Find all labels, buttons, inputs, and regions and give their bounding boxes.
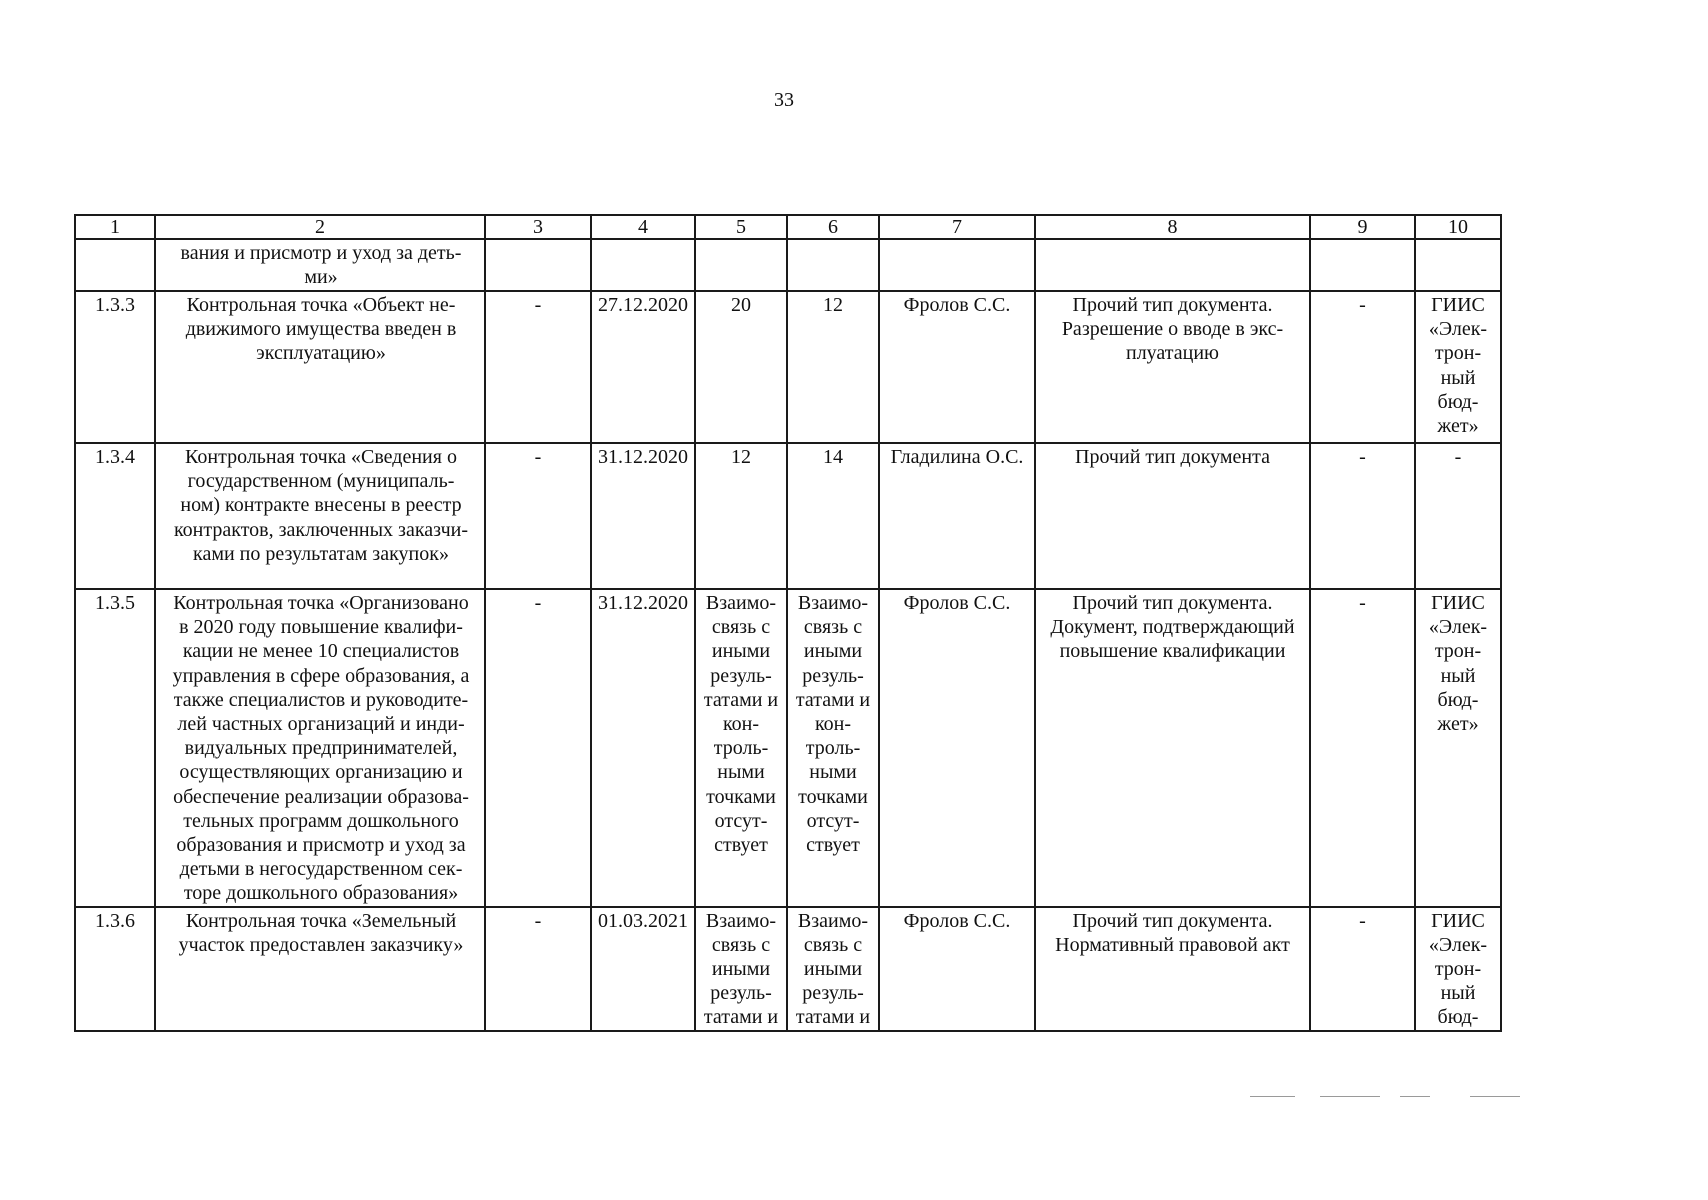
cell-col6: 14 [787,443,879,589]
scan-artifact [1320,1096,1380,1097]
responsible-cell: Фролов С.С. [879,291,1035,443]
cell-col3: - [485,907,591,1031]
cell-col3: - [485,589,591,907]
date-cell [591,239,695,291]
item-name-cell: вания и присмотр и уход за деть- ми» [155,239,485,291]
item-name-cell: Контрольная точка «Объект не- движимого имущества введен в эксплуатацию» [155,291,485,443]
cell-col3: - [485,443,591,589]
responsible-cell: Фролов С.С. [879,589,1035,907]
page-number: 33 [774,89,794,111]
scan-artifact [1470,1096,1520,1097]
date-cell: 27.12.2020 [591,291,695,443]
cell-col9: - [1310,443,1415,589]
system-cell: - [1415,443,1501,589]
document-type-cell: Прочий тип документа. Разрешение о вводе в экс- плуатацию [1035,291,1310,443]
column-number: 4 [591,215,695,239]
column-number: 8 [1035,215,1310,239]
column-number: 2 [155,215,485,239]
item-number-cell: 1.3.6 [75,907,155,1031]
item-name-cell: Контрольная точка «Земельный участок предоставлен заказчику» [155,907,485,1031]
column-number: 9 [1310,215,1415,239]
document-type-cell [1035,239,1310,291]
cell-col6: Взаимо- связь с иными резуль- татами и кон- троль- ными точками отсут- ствует [787,589,879,907]
table-row [75,443,1501,589]
system-cell: ГИИС «Элек- трон- ный бюд- жет» [1415,291,1501,443]
column-number: 5 [695,215,787,239]
date-cell: 31.12.2020 [591,443,695,589]
cell-col5: Взаимо- связь с иными резуль- татами и кон- троль- ными точками отсут- ствует [695,589,787,907]
scan-artifact [1250,1096,1295,1097]
cell-col5: 12 [695,443,787,589]
item-number-cell [75,239,155,291]
table-row [75,589,1501,907]
cell-col5: 20 [695,291,787,443]
cell-col3 [485,239,591,291]
date-cell: 01.03.2021 [591,907,695,1031]
cell-col9: - [1310,907,1415,1031]
item-number-cell: 1.3.4 [75,443,155,589]
scan-artifact [1400,1096,1430,1097]
table-row-continuation [75,239,1501,291]
table-row [75,291,1501,443]
responsible-cell: Фролов С.С. [879,907,1035,1031]
item-name-cell: Контрольная точка «Организовано в 2020 году повышение квалифи- кации не менее 10 специалистов управления в сфере образования, а также специалистов и руководите- лей частных организаций и инди- видуальных предпринимателей, осуществляющих организацию и обеспечение реализации образова- тельных программ дошкольного образования и присмотр и уход за детьми в негосударственном сек- торе дошкольного образования» [155,589,485,907]
column-number: 7 [879,215,1035,239]
cell-col9 [1310,239,1415,291]
cell-col5 [695,239,787,291]
cell-col6: Взаимо- связь с иными резуль- татами и [787,907,879,1031]
cell-col3: - [485,291,591,443]
document-type-cell: Прочий тип документа. Нормативный правовой акт [1035,907,1310,1031]
item-name-cell: Контрольная точка «Сведения о государственном (муниципаль- ном) контракте внесены в реестр контрактов, заключенных заказчи- ками по результатам закупок» [155,443,485,589]
control-points-table [74,214,1502,1032]
cell-col5: Взаимо- связь с иными резуль- татами и [695,907,787,1031]
document-type-cell: Прочий тип документа. Документ, подтверждающий повышение квалификации [1035,589,1310,907]
column-number: 3 [485,215,591,239]
column-number: 6 [787,215,879,239]
cell-col6 [787,239,879,291]
cell-col9: - [1310,589,1415,907]
date-cell: 31.12.2020 [591,589,695,907]
system-cell: ГИИС «Элек- трон- ный бюд- [1415,907,1501,1031]
item-number-cell: 1.3.3 [75,291,155,443]
column-number-header-row [75,215,1501,239]
cell-col6: 12 [787,291,879,443]
responsible-cell: Гладилина О.С. [879,443,1035,589]
system-cell [1415,239,1501,291]
column-number: 10 [1415,215,1501,239]
system-cell: ГИИС «Элек- трон- ный бюд- жет» [1415,589,1501,907]
document-type-cell: Прочий тип документа [1035,443,1310,589]
item-number-cell: 1.3.5 [75,589,155,907]
responsible-cell [879,239,1035,291]
column-number: 1 [75,215,155,239]
table-row [75,907,1501,1031]
cell-col9: - [1310,291,1415,443]
